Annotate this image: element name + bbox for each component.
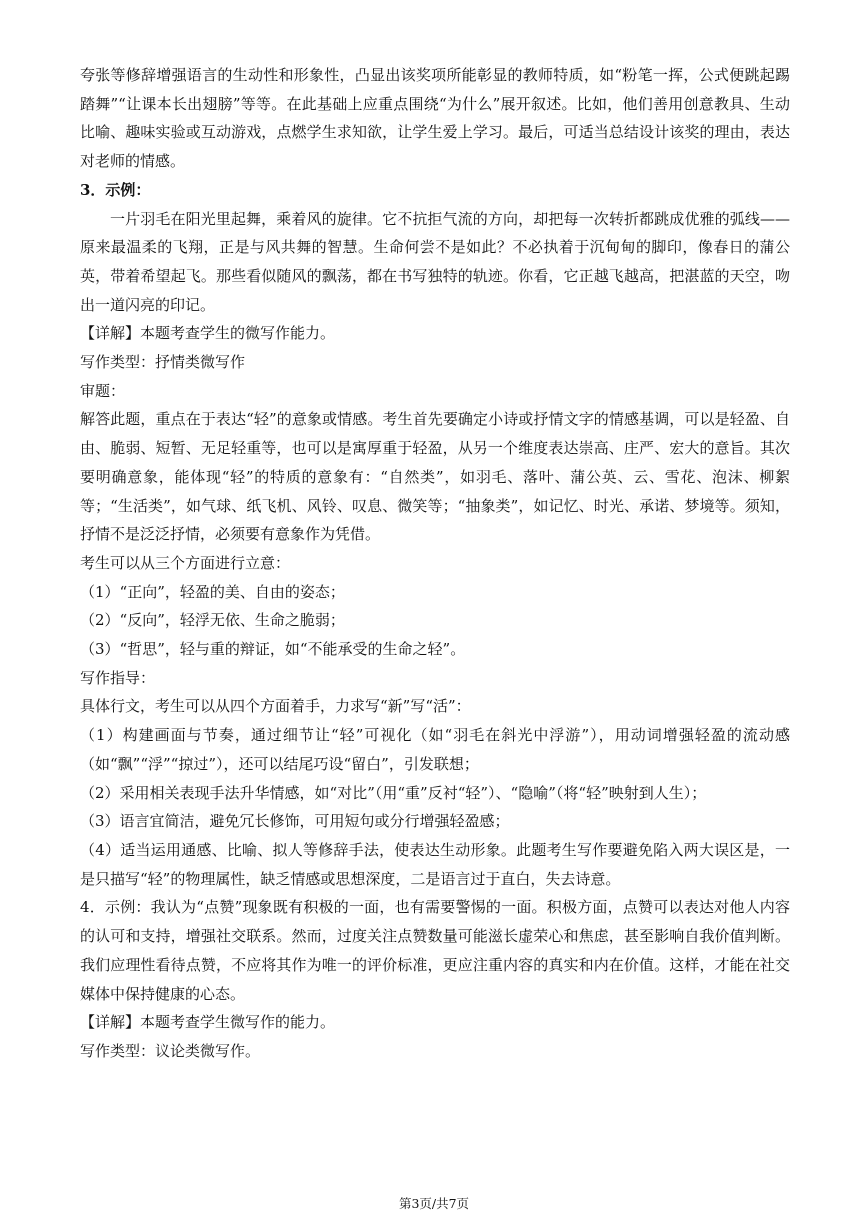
writing-type: 写作类型：抒情类微写作 — [80, 353, 246, 372]
section-label: 审题： — [80, 381, 126, 400]
question-heading-3: 3．示例： — [80, 180, 151, 199]
paragraph: 考生可以从三个方面进行立意： — [80, 553, 291, 572]
question-4-example: 4．示例：我认为“点赞”现象既有积极的一面，也有需要警惕的一面。积极方面，点赞可以表达对他人内容的认可和支持，增强社交联系。然而，过度关注点赞数量可能滋长虚荣心和焦虑，甚至影响自我价值判断。我们应理性看待点赞，不应将其作为唯一的评价标准，更应注重内容的真实和内在价值。这样，才能在社交媒体中保持健康的心态。 — [80, 898, 790, 1003]
detail-label: 【详解】本题考查学生的微写作能力。 — [80, 324, 336, 343]
paragraph: 具体行文，考生可以从四个方面着手，力求写“新”写“活”： — [80, 697, 471, 716]
section-label: 写作指导： — [80, 668, 156, 687]
list-item: （3）“哲思”，轻与重的辩证，如“不能承受的生命之轻”。 — [80, 640, 466, 659]
detail-label: 【详解】本题考查学生微写作的能力。 — [80, 1013, 336, 1032]
document-body — [80, 61, 790, 1066]
list-item: （1）“正向”，轻盈的美、自由的姿态； — [80, 582, 345, 601]
writing-type: 写作类型：议论类微写作。 — [80, 1041, 261, 1060]
paragraph: 夸张等修辞增强语言的生动性和形象性，凸显出该奖项所能彰显的教师特质，如“粉笔一挥，公式便跳起踢踏舞”“让课本长出翅膀”等等。在此基础上应重点围绕“为什么”展开叙述。比如，他们善用创意教具、生动比喻、趣味实验或互动游戏，点燃学生求知欲，让学生爱上学习。最后，可适当总结设计该奖的理由，表达对老师的情感。 — [80, 66, 790, 171]
page-number: 第3页/共7页 — [398, 1196, 470, 1211]
list-item: （2）“反向”，轻浮无依、生命之脆弱； — [80, 611, 345, 630]
list-item: （3）语言宜简洁，避免冗长修饰，可用短句或分行增强轻盈感； — [80, 812, 510, 831]
list-item: （4）适当运用通感、比喻、拟人等修辞手法，使表达生动形象。此题考生写作要避免陷入两大误区是，一是只描写“轻”的物理属性，缺乏情感或思想深度，二是语言过于直白，失去诗意。 — [80, 840, 790, 888]
paragraph: 解答此题，重点在于表达“轻”的意象或情感。考生首先要确定小诗或抒情文字的情感基调，可以是轻盈、自由、脆弱、短暂、无足轻重等，也可以是寓厚重于轻盈，从另一个维度表达崇高、庄严、宏大的意旨。其次要明确意象，能体现“轻”的特质的意象有：“自然类”，如羽毛、落叶、蒲公英、云、雪花、泡沫、柳絮等；“生活类”，如气球、纸飞机、风铃、叹息、微笑等；“抽象类”，如记忆、时光、承诺、梦境等。须知，抒情不是泛泛抒情，必须要有意象作为凭借。 — [80, 410, 790, 544]
list-item: （1）构建画面与节奏，通过细节让“轻”可视化（如“羽毛在斜光中浮游”），用动词增强轻盈的流动感（如“飘”“浮”“掠过”），还可以结尾巧设“留白”，引发联想； — [80, 726, 790, 773]
list-item: （2）采用相关表现手法升华情感，如“对比”（用“重”反衬“轻”）、“隐喻”（将“轻”映射到人生）； — [80, 783, 707, 802]
example-paragraph: 一片羽毛在阳光里起舞，乘着风的旋律。它不抗拒气流的方向，却把每一次转折都跳成优雅的弧线——原来最温柔的飞翔，正是与风共舞的智慧。生命何尝不是如此？不必执着于沉甸甸的脚印，像春日的蒲公英，带着希望起飞。那些看似随风的飘荡，都在书写独特的轨迹。你看，它正越飞越高，把湛蓝的天空，吻出一道闪亮的印记。 — [80, 209, 790, 314]
